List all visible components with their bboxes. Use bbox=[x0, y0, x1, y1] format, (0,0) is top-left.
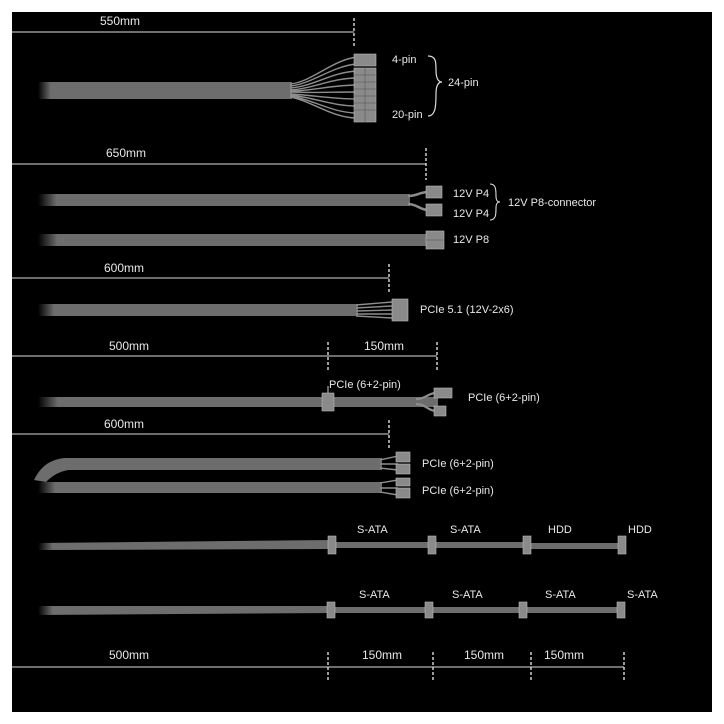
connector-label: PCIe 5.1 (12V-2x6) bbox=[420, 304, 514, 316]
connector-label: 4-pin bbox=[392, 54, 417, 66]
connector-label: 20-pin bbox=[392, 109, 423, 121]
connector-label: 12V P8 bbox=[453, 234, 490, 246]
connector-label: S-ATA bbox=[359, 589, 390, 601]
sata-connector bbox=[617, 602, 625, 618]
pcie-dual-cable bbox=[34, 452, 410, 498]
dimension-600mm-b bbox=[12, 417, 389, 448]
connector-label: 12V P4 bbox=[453, 188, 490, 200]
connector-label: S-ATA bbox=[450, 524, 481, 536]
cable-diagram bbox=[12, 12, 712, 712]
connector-label: 12V P4 bbox=[453, 208, 490, 220]
sata-connector bbox=[327, 602, 335, 618]
12v-2x6-connector bbox=[392, 299, 408, 321]
length-label: 150mm bbox=[464, 648, 505, 662]
length-label: 150mm bbox=[544, 648, 585, 662]
peripheral-cable-2 bbox=[38, 602, 625, 618]
cpu-p4-cable bbox=[38, 184, 500, 220]
mb-cable bbox=[38, 54, 442, 122]
cpu-p8-cable bbox=[38, 231, 444, 249]
connector-label: HDD bbox=[548, 524, 572, 536]
length-label: 500mm bbox=[109, 648, 150, 662]
p4-connector-a bbox=[426, 186, 442, 198]
sata-connector bbox=[519, 602, 527, 618]
connector-label: 24-pin bbox=[448, 77, 479, 89]
hdd-connector bbox=[523, 536, 531, 554]
dimension-650mm bbox=[12, 148, 426, 180]
cable-artwork bbox=[12, 12, 712, 712]
sata-connector bbox=[428, 536, 436, 554]
dimension-bottom bbox=[12, 652, 624, 682]
length-label: 550mm bbox=[100, 14, 141, 28]
hdd-connector bbox=[618, 536, 626, 554]
4-pin-connector bbox=[354, 54, 376, 66]
length-label: 600mm bbox=[104, 417, 145, 431]
length-label: 150mm bbox=[364, 339, 405, 353]
mb-brace bbox=[428, 56, 442, 116]
connector-label: S-ATA bbox=[452, 589, 483, 601]
sata-connector bbox=[425, 602, 433, 618]
dimension-550mm bbox=[12, 18, 354, 46]
pcie-end-connector-2 bbox=[434, 406, 446, 416]
connector-label: HDD bbox=[628, 524, 652, 536]
length-label: 600mm bbox=[104, 261, 145, 275]
pcie-mid-connector bbox=[322, 393, 334, 411]
length-label: 150mm bbox=[362, 648, 403, 662]
connector-label: PCIe (6+2-pin) bbox=[422, 458, 494, 470]
connector-label: S-ATA bbox=[545, 589, 576, 601]
connector-label: PCIe (6+2-pin) bbox=[329, 379, 401, 391]
connector-label: 12V P8-connector bbox=[508, 197, 597, 209]
connector-label: S-ATA bbox=[627, 589, 658, 601]
connector-label: S-ATA bbox=[357, 524, 388, 536]
pcie-end-connector-6 bbox=[434, 388, 452, 398]
sata-connector bbox=[328, 536, 336, 554]
connector-label: PCIe (6+2-pin) bbox=[422, 485, 494, 497]
pcie51-cable bbox=[38, 299, 408, 321]
length-label: 500mm bbox=[109, 339, 150, 353]
length-label: 650mm bbox=[106, 146, 147, 160]
p4-connector-b bbox=[426, 204, 442, 216]
cpu-brace bbox=[490, 184, 500, 220]
connector-label: PCIe (6+2-pin) bbox=[468, 392, 540, 404]
peripheral-cable-1 bbox=[38, 536, 626, 554]
dimension-600mm-a bbox=[12, 261, 389, 292]
